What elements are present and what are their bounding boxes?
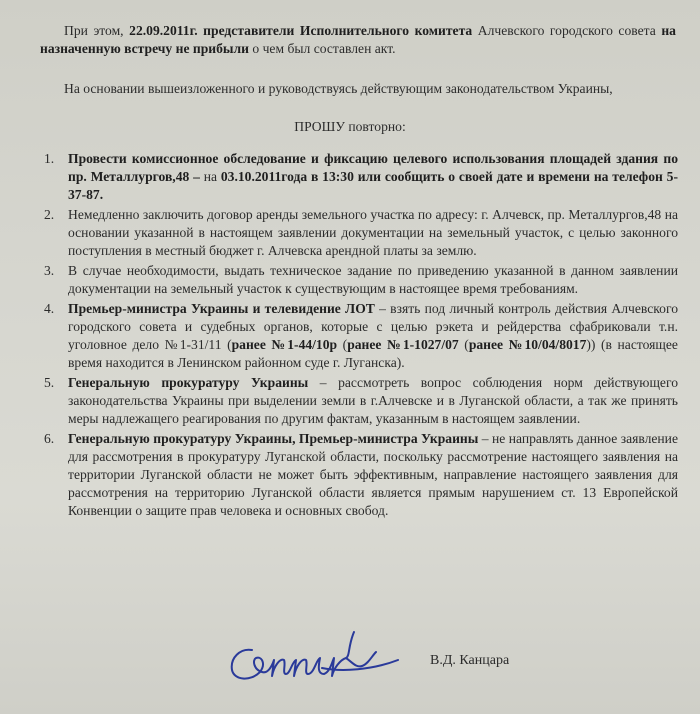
bold-fragment: ранее №1-44/10р [231,337,338,352]
item-number: 3. [44,263,55,278]
request-item-1 [28,150,678,204]
signatory-name: В.Д. Канцара [430,653,510,668]
text-fragment: При этом, [64,23,124,38]
text-fragment: о чем был составлен акт. [252,41,396,56]
request-item-5 [28,374,678,428]
text-fragment: ( [458,337,469,352]
request-item-3 [28,262,678,298]
item-number: 4. [44,301,55,316]
handwritten-signature [222,612,402,690]
item-number: 6. [44,431,55,446]
paragraph-meeting [40,22,676,58]
text-fragment: ( [337,337,348,352]
bold-fragment: ранее №10/04/8017 [468,337,587,352]
paragraph-basis: На основании вышеизложенного и руководствуясь действующим законодательством Украины, [64,81,613,96]
text-fragment: – не направлять данное заявление для рассмотрения в прокуратуру Луганской области, поскольку рассмотрение настоящего заявления на территории Луганской области не может быть эффективным, направление настоящего заявления для рассмотрения на территорию Луганской области является прямым нарушением ст. 13 Европейской Конвенции о защите прав человека и основных свобод. [68,431,678,518]
item-number: 5. [44,375,55,390]
bold-fragment: 03.10.2011года в 13:30 или сообщить о своей дате и времени на телефон 5-37-87. [68,169,678,202]
request-item-2 [28,206,678,260]
bold-fragment: 22.09.2011г. представители Исполнительного комитета [129,23,473,38]
bold-fragment: Провести комиссионное обследование и фиксацию целевого использования площадей здания по пр. Металлургов,48 – [68,151,678,184]
request-item-6 [28,430,678,520]
text-fragment: Алчевского городского совета [477,23,656,38]
text-fragment: – рассмотреть вопрос соблюдения норм действующего законодательства Украины при выделении земли в г.Алчевске и в Луганской области, а так же принять меры надлежащего реагирования по другим фактам, указанным в настоящем заявлении. [68,375,678,426]
signature-icon [222,612,402,690]
bold-fragment: Премьер-министра Украины и телевидение ЛОТ [68,301,375,316]
item-number: 2. [44,207,55,222]
request-heading: ПРОШУ повторно: [294,119,406,134]
bold-fragment: на назначенную встречу не прибыли [40,23,676,56]
request-list [28,150,678,522]
bold-fragment: ранее №1-1027/07 [347,337,459,352]
item-number: 1. [44,151,55,166]
bold-fragment: Генеральную прокуратуру Украины [68,375,309,390]
text-fragment: на [199,169,221,184]
request-item-4 [28,300,678,372]
text-fragment: – взять под личный контроль действия Алчевского городского совета и судебных органов, которые с целью рэкета и рейдерства сфабриковали т.н. уголовное дело №1-31/11 ( [68,301,679,352]
bold-fragment: Генеральную прокуратуру Украины, Премьер-министра Украины [68,431,479,446]
item-text: В случае необходимости, выдать техническое задание по приведению указанной в данном заявлении документации на земельный участок к существующим в настоящее время требованиям. [68,263,678,296]
item-text: Немедленно заключить договор аренды земельного участка по адресу: г. Алчевск, пр. Металлургов,48 на основании указанной в настоящем заявлении документации на земельный участок, с целью законного поступления в местный бюджет г. Алчевска арендной платы за землю. [68,207,678,258]
text-fragment: )) (в настоящее время находится в Ленинском районном суде г. Луганска). [68,337,678,370]
